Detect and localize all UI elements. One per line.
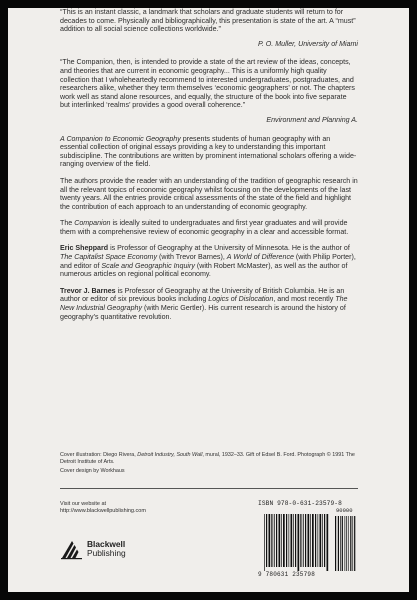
- description-paragraph-1-text: presents students of human geography with an essential collection of original essays providing a key to understanding this important subdiscipline. The contributions are written by prominent international scholars offering a wide-ranging overview of the field.: [60, 134, 357, 169]
- bio-text: (with Meric Gertler). His current research is around the history of geography’s quantitative revolution.: [60, 304, 346, 321]
- bio-text: is Professor of Geography at the University of British Columbia. He is an author or editor of six previous books including: [60, 286, 345, 304]
- cover-design-credit: Cover design by Workhaus: [60, 468, 125, 475]
- barcode-bar: [305, 514, 306, 567]
- bio-book-title: Logics of Dislocation: [208, 295, 274, 304]
- barcode-bar: [274, 514, 275, 567]
- author-name: Trevor J. Barnes: [60, 286, 116, 295]
- barcode-bar: [320, 514, 322, 567]
- isbn-barcode: [258, 500, 358, 578]
- publisher-name: [87, 540, 126, 558]
- blackwell-logo-icon: [60, 538, 84, 560]
- review-quote-1: “This is an instant classic, a landmark that scholars and graduate students will return to for decades to come. Physically and bibliographically, this presentation is state of the art. A “must” addition to all social science collections worldwide.”: [60, 8, 356, 34]
- barcode-bar: [312, 514, 314, 567]
- credit-text: Cover illustration: Diego Rivera,: [60, 452, 138, 458]
- barcode-bar: [264, 514, 265, 571]
- barcode-bars: [258, 508, 358, 571]
- description-paragraph-2: The authors provide the reader with an understanding of the tradition of geographic research in all the relevant topics of economic geography whilst focusing on the developments of the last twenty years. All the entries provide critical assessments of the state of the field and highlight the contribution of each approach to an understanding of economic geography.: [60, 176, 358, 211]
- website-label: Visit our website at: [60, 501, 107, 507]
- barcode-bar: [300, 514, 301, 567]
- back-cover-text: [60, 8, 358, 329]
- barcode-bar: [269, 514, 271, 567]
- barcode-bar: [324, 514, 325, 567]
- barcode-bar: [327, 514, 329, 571]
- price-code-bar: [340, 516, 341, 571]
- publisher-logo: [60, 538, 126, 560]
- website-info: [60, 501, 146, 515]
- price-code-bar: [346, 516, 347, 571]
- description-paragraph-3-lead: The: [60, 219, 75, 228]
- barcode-bar: [286, 514, 287, 567]
- barcode-bar: [291, 514, 293, 567]
- review-attribution-2: Environment and Planning A.: [266, 115, 358, 124]
- bio-book-title: The Capitalist Space Economy: [60, 253, 157, 262]
- publisher-name-line2: Publishing: [87, 548, 126, 558]
- price-code-bar: [335, 516, 336, 571]
- bio-text: is Professor of Geography at the University of Minnesota. He is the author of: [108, 244, 350, 253]
- price-code-bar: [342, 516, 343, 571]
- description-paragraph-1: [60, 135, 358, 169]
- artwork-title: Detroit Industry, South Wall: [137, 452, 203, 458]
- barcode-bar: [283, 514, 285, 567]
- barcode-bar: [318, 514, 319, 567]
- description-paragraph-3-text: is ideally suited to undergraduates and first year graduates and will provide them with a comprehensive review of economic geography in a clear and accessible format.: [60, 219, 349, 236]
- cover-illustration-credit: [60, 452, 358, 465]
- review-quote-2: “The Companion, then, is intended to provide a state of the art review of the ideas, concepts, and theories that are current in economic geography... This is a uniformly high quality collection that I wholeheartedly recommend to interested undergraduates, postgraduates, and researchers alike, whether they term themselves ‘economic geographers’ or not. The chapters work well as stand alone resources, and equally, the structure of the book into five separate but interlinked ‘realms’ provides a good overall coherence.”: [60, 58, 355, 110]
- isbn-number: ISBN 978-0-631-23579-8: [258, 500, 342, 507]
- price-code-bar: [345, 516, 346, 571]
- bio-book-title: A World of Difference: [226, 253, 294, 262]
- description-paragraph-3: [60, 219, 358, 236]
- publisher-name-line1: Blackwell: [87, 539, 126, 549]
- barcode-bar: [273, 514, 274, 567]
- review-attribution-1: P. O. Muller, University of Miami: [258, 39, 358, 48]
- book-title: A Companion to Economic Geography: [60, 134, 181, 143]
- divider-rule: [60, 488, 358, 489]
- barcode-bar: [276, 514, 277, 567]
- barcode-bar: [303, 514, 304, 567]
- barcode-bar: [281, 514, 282, 567]
- bio-book-title: Scale and Geographic Inquiry: [101, 261, 195, 270]
- cover-credits: [60, 452, 358, 478]
- price-code: 90000: [336, 508, 353, 514]
- author-bio-sheppard: [60, 244, 358, 278]
- barcode-bar: [279, 514, 281, 567]
- barcode-bar: [322, 514, 323, 567]
- website-url[interactable]: http://www.blackwellpublishing.com: [60, 507, 146, 514]
- price-code-bar: [354, 516, 355, 571]
- bio-text: , and most recently: [273, 295, 336, 304]
- barcode-bar: [295, 514, 296, 567]
- barcode-bar: [293, 514, 294, 567]
- barcode-bar: [289, 514, 290, 567]
- barcode-bar: [271, 514, 272, 567]
- barcode-bar: [298, 514, 300, 571]
- companion-title: Companion: [74, 219, 111, 228]
- author-bio-barnes: [60, 287, 358, 321]
- barcode-bar: [308, 514, 310, 567]
- barcode-bar: [315, 514, 316, 567]
- barcode-bar: [302, 514, 303, 567]
- bio-text: (with Philip Porter), and editor of: [60, 253, 356, 270]
- bio-book-title: The New Industrial Geography: [60, 295, 348, 313]
- credit-text: , mural, 1932–33. Gift of Edsel B. Ford. Photograph © 1991 The Detroit Institute of Arts.: [60, 452, 355, 465]
- barcode-digits: 9 780631 235798: [258, 571, 316, 578]
- price-code-bar: [348, 516, 349, 571]
- bio-text: (with Robert McMaster), as well as the author of numerous articles on regional political economy.: [60, 261, 348, 279]
- price-code-bar: [338, 516, 339, 571]
- barcode-bar: [310, 514, 311, 567]
- bio-text: (with Trevor Barnes),: [157, 253, 227, 262]
- author-name: Eric Sheppard: [60, 244, 109, 253]
- price-code-bar: [350, 516, 351, 571]
- barcode-bar: [266, 514, 267, 567]
- price-code-bar: [352, 516, 353, 571]
